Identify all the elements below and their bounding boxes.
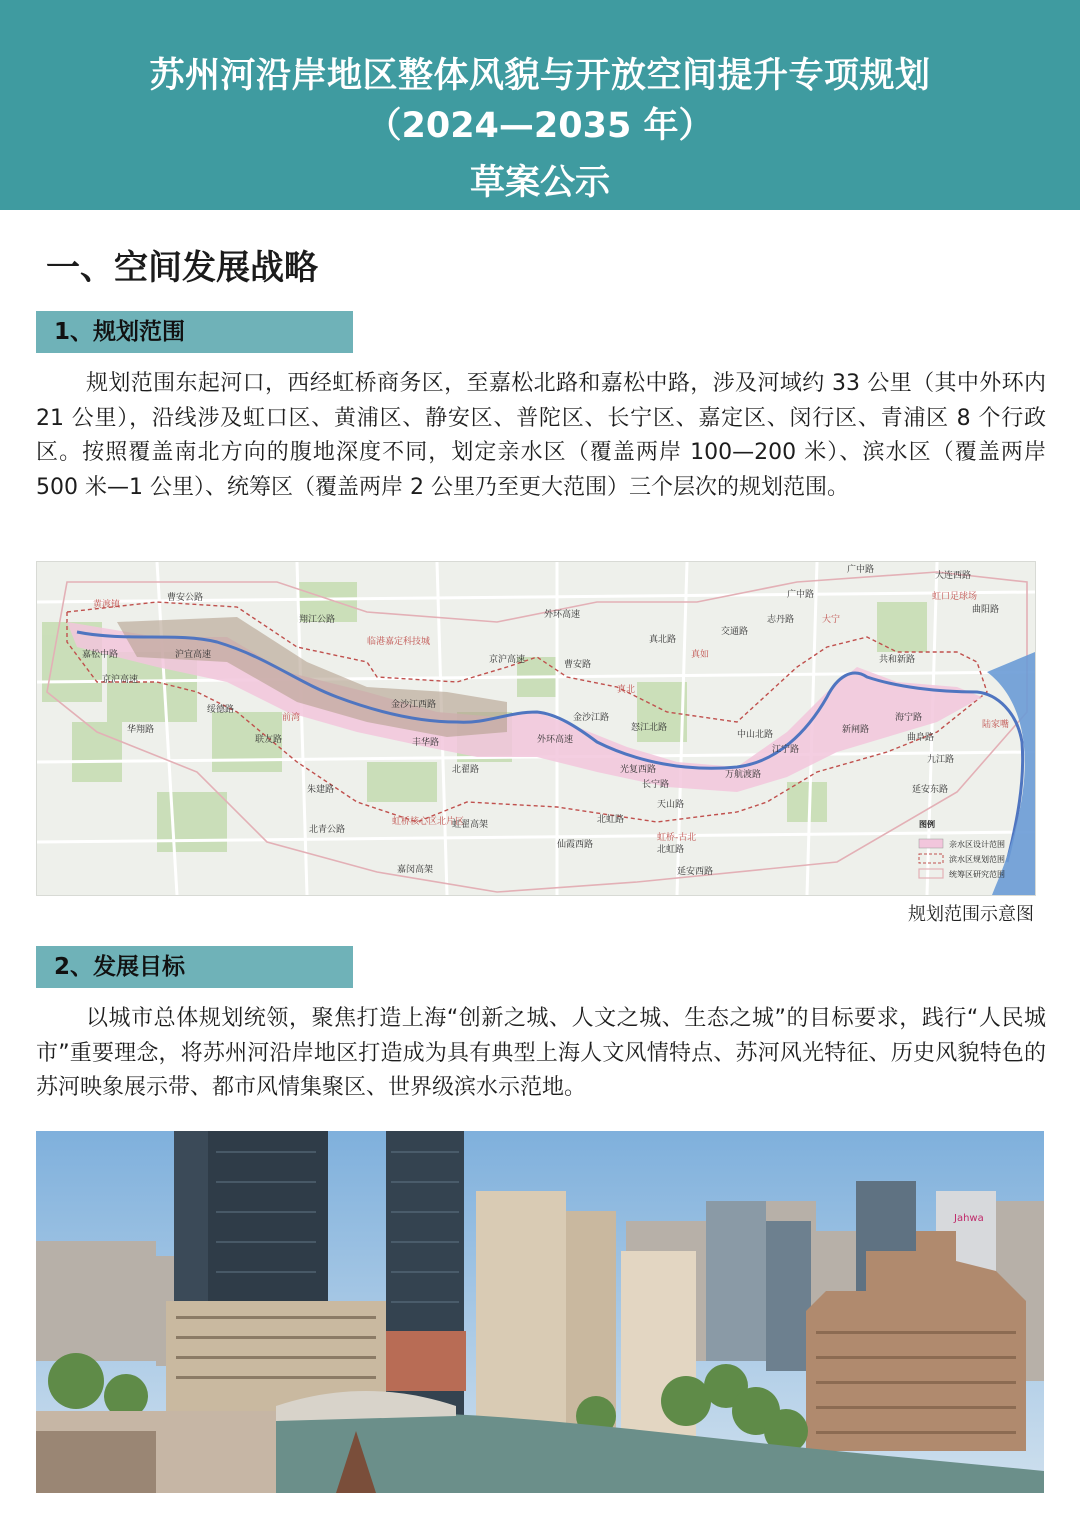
svg-text:曲阳路: 曲阳路 (972, 605, 1000, 615)
svg-text:大连西路: 大连西路 (935, 571, 972, 581)
page-title: 苏州河沿岸地区整体风貌与开放空间提升专项规划 (149, 56, 931, 96)
page-header (0, 0, 1080, 210)
svg-text:北青公路: 北青公路 (309, 825, 346, 835)
subsection-label-goals: 2、发展目标 (36, 946, 353, 988)
svg-text:黄渡镇: 黄渡镇 (93, 600, 121, 610)
svg-text:前湾: 前湾 (282, 713, 301, 723)
svg-text:嘉松中路: 嘉松中路 (82, 650, 119, 660)
legend-waterfront: 滨水区规划范围 (949, 855, 1005, 864)
svg-text:翔江公路: 翔江公路 (299, 615, 336, 625)
svg-text:广中路: 广中路 (847, 565, 875, 575)
svg-text:真北: 真北 (617, 685, 636, 695)
svg-text:外环高速: 外环高速 (544, 610, 581, 620)
svg-text:江宁路: 江宁路 (772, 745, 800, 755)
map-caption: 规划范围示意图 (908, 904, 1034, 925)
svg-text:虹翟高架: 虹翟高架 (452, 820, 489, 830)
subsection-label-scope: 1、规划范围 (36, 311, 353, 353)
svg-text:绥德路: 绥德路 (207, 705, 235, 715)
building-sign: Jahwa (954, 1213, 984, 1224)
svg-text:北翟路: 北翟路 (452, 765, 480, 775)
svg-text:新闸路: 新闸路 (842, 725, 870, 735)
legend-coordination: 统筹区研究范围 (949, 870, 1005, 879)
page-subtitle: 草案公示 (469, 163, 610, 203)
svg-text:嘉闵高架: 嘉闵高架 (397, 865, 434, 875)
svg-text:陆家嘴: 陆家嘴 (982, 720, 1010, 730)
planning-scope-map (36, 561, 1036, 896)
svg-text:外环高速: 外环高速 (537, 735, 574, 745)
svg-text:交通路: 交通路 (721, 627, 749, 637)
section-heading: 一、空间发展战略 (46, 248, 318, 288)
svg-text:大宁: 大宁 (822, 615, 841, 625)
riverside-photo (36, 1131, 1044, 1493)
svg-text:怒江北路: 怒江北路 (631, 723, 668, 733)
svg-text:真如: 真如 (691, 650, 710, 660)
svg-text:曹安公路: 曹安公路 (167, 593, 204, 603)
svg-text:京沪高速: 京沪高速 (102, 675, 139, 685)
svg-text:广中路: 广中路 (787, 590, 815, 600)
svg-text:北虹路: 北虹路 (597, 815, 625, 825)
svg-text:仙霞西路: 仙霞西路 (557, 840, 594, 850)
goals-paragraph: 以城市总体规划统领，聚焦打造上海“创新之城、人文之城、生态之城”的目标要求，践行“人民城市”重要理念，将苏州河沿岸地区打造成为具有典型上海人文风情特点、苏河风光特征、历史风貌特色的苏河映象展示带、都市风情集聚区、世界级滨水示范地。 (36, 1006, 1046, 1100)
svg-text:延安西路: 延安西路 (677, 867, 714, 877)
legend-core: 亲水区设计范围 (949, 840, 1005, 849)
svg-text:金沙江西路: 金沙江西路 (391, 700, 437, 710)
map-legend-title: 图例 (919, 820, 935, 829)
svg-text:天山路: 天山路 (657, 800, 685, 810)
scope-paragraph: 规划范围东起河口，西经虹桥商务区，至嘉松北路和嘉松中路，涉及河域约 33 公里（其中外环内 21 公里），沿线涉及虹口区、黄浦区、静安区、普陀区、长宁区、嘉定区、闵行区、青浦区 8 个行政区。按照覆盖南北方向的腹地深度不同，划定亲水区（覆盖两岸 100—200 米）、滨水区（覆盖两岸 500 米—1 公里）、统筹区（覆盖两岸 2 公里乃至更大范围）三个层次的规划范围。 (36, 371, 1046, 500)
svg-text:中山北路: 中山北路 (737, 730, 774, 740)
svg-text:联友路: 联友路 (255, 735, 283, 745)
svg-text:金沙江路: 金沙江路 (573, 713, 610, 723)
svg-text:真北路: 真北路 (649, 635, 677, 645)
svg-text:曲阜路: 曲阜路 (907, 733, 935, 743)
svg-text:华翔路: 华翔路 (127, 725, 155, 735)
svg-text:虹口足球场: 虹口足球场 (932, 592, 978, 602)
svg-text:志丹路: 志丹路 (767, 615, 795, 625)
svg-text:长宁路: 长宁路 (642, 780, 670, 790)
svg-text:京沪高速: 京沪高速 (489, 655, 526, 665)
svg-text:延安东路: 延安东路 (912, 785, 949, 795)
svg-text:丰华路: 丰华路 (412, 738, 440, 748)
svg-text:虹桥核心区北片区: 虹桥核心区北片区 (392, 817, 465, 827)
svg-text:北虹路: 北虹路 (657, 845, 685, 855)
svg-text:共和新路: 共和新路 (879, 655, 916, 665)
svg-text:临港嘉定科技城: 临港嘉定科技城 (367, 637, 431, 647)
svg-text:海宁路: 海宁路 (895, 713, 923, 723)
svg-text:光复西路: 光复西路 (620, 765, 657, 775)
page-title-years: （2024—2035 年） (366, 106, 714, 146)
svg-text:沪宜高速: 沪宜高速 (175, 650, 212, 660)
svg-text:九江路: 九江路 (927, 755, 955, 765)
svg-text:虹桥-古北: 虹桥-古北 (657, 833, 697, 843)
svg-text:万航渡路: 万航渡路 (725, 770, 762, 780)
svg-text:朱建路: 朱建路 (307, 785, 335, 795)
svg-text:曹安路: 曹安路 (564, 660, 592, 670)
